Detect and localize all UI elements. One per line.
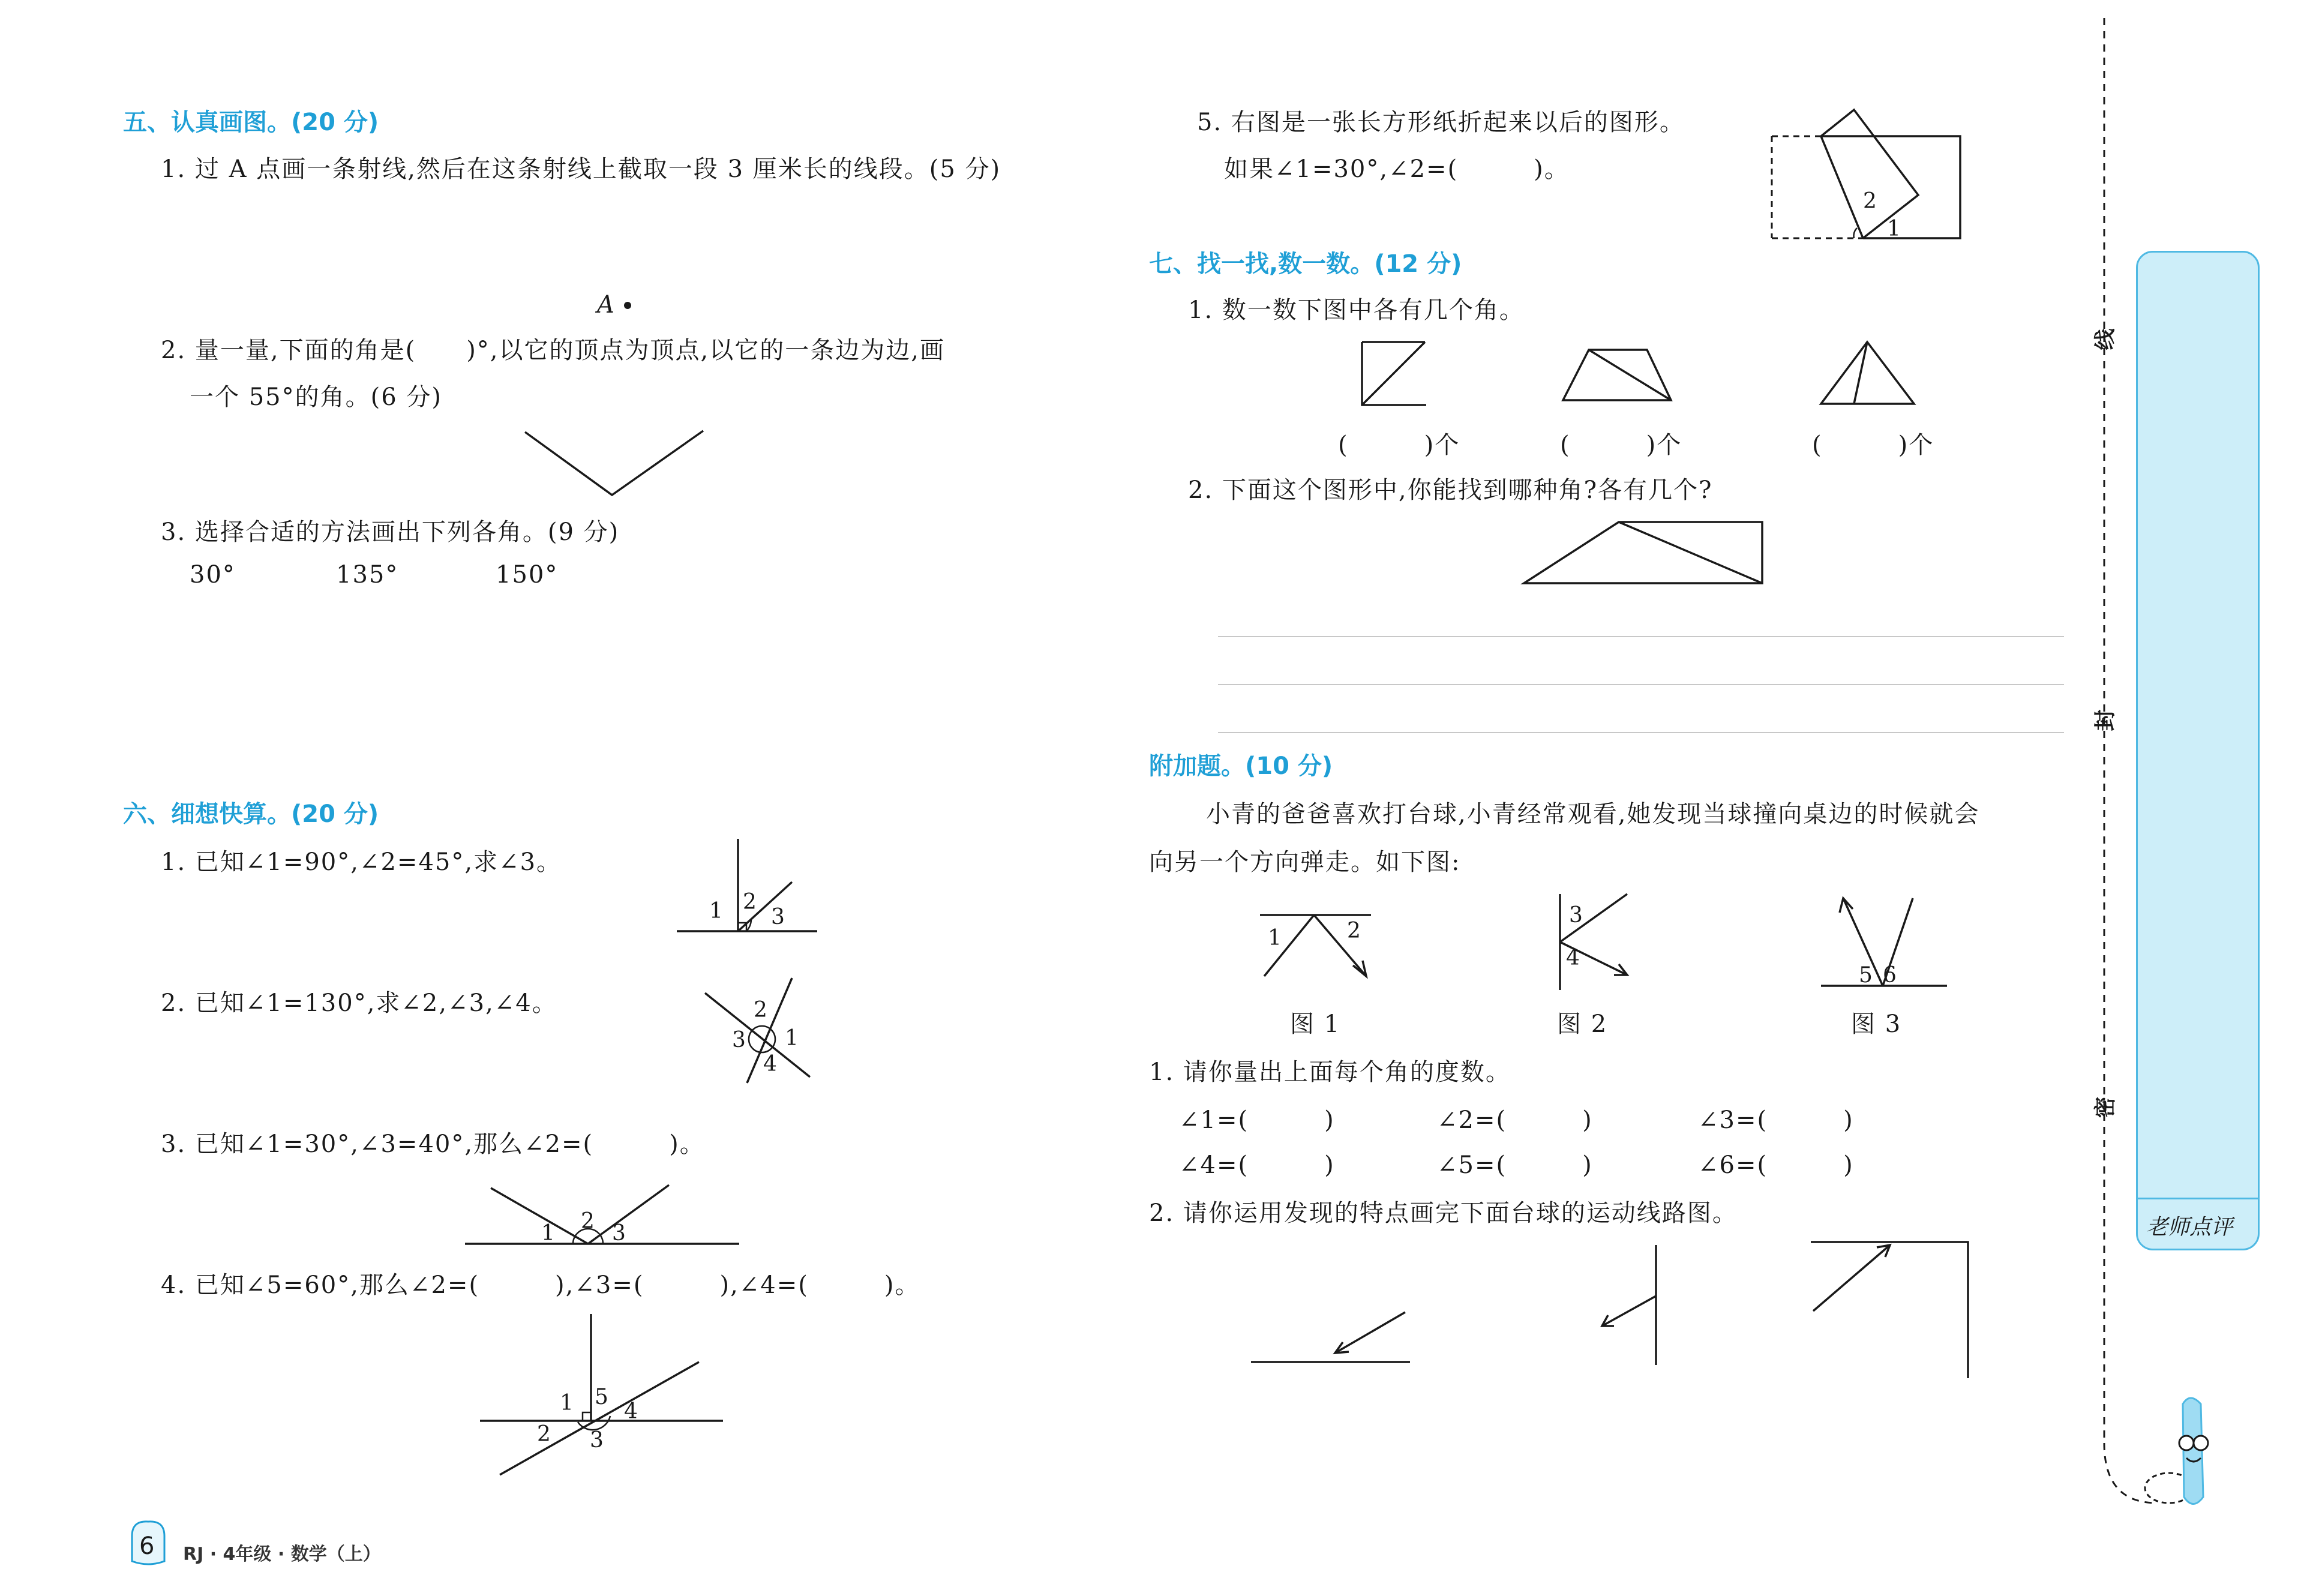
angle-blank-6[interactable]: ∠6=( ) [1698,1151,1854,1179]
measure-angle-figure [516,420,708,504]
answer-line-1[interactable] [1218,636,2064,637]
count-figure-3 [1818,339,1920,408]
svg-text:2: 2 [754,998,767,1022]
trapezoid-figure [1521,519,1767,588]
figure-label-2: 图 2 [1557,1010,1608,1038]
s5-question-5: 5. 右图是一张长方形纸折起来以后的图形。 [1197,109,1685,136]
answer-line-2[interactable] [1218,684,2064,685]
svg-text:2: 2 [581,1209,595,1234]
count-figure-2 [1560,345,1674,405]
svg-text:1: 1 [541,1221,555,1246]
angle-135: 135° [336,561,399,589]
section6-heading: 六、细想快算。(20 分) [123,800,379,828]
s5-question-2-cont: 一个 55°的角。(6 分) [190,383,442,411]
count-figure-1 [1359,339,1431,411]
billiard-figure-2 [1548,891,1638,993]
count-blank-2[interactable]: ( )个 [1560,431,1682,459]
svg-text:2: 2 [1347,919,1361,943]
svg-text:3: 3 [771,905,785,929]
svg-text:4: 4 [763,1052,777,1076]
svg-text:1: 1 [785,1026,799,1051]
answer-line-3[interactable] [1218,732,2064,733]
s6-figure-2 [696,972,816,1092]
s7-question-1: 1. 数一数下图中各有几个角。 [1188,296,1525,324]
bonus-intro: 小青的爸爸喜欢打台球,小青经常观看,她发现当球撞向桌边的时候就会 [1206,800,1980,828]
s5-question-1: 1. 过 A 点画一条射线,然后在这条射线上截取一段 3 厘米长的线段。(5 分) [161,155,1001,183]
s6-question-1: 1. 已知∠1=90°,∠2=45°,求∠3。 [161,848,562,876]
binding-char-seal: 封 [2093,709,2118,731]
angle-blank-3[interactable]: ∠3=( ) [1698,1106,1854,1134]
s6-figure-4 [477,1308,729,1482]
point-a-label: A [597,291,616,319]
svg-text:2: 2 [1863,189,1877,214]
angle-blank-5[interactable]: ∠5=( ) [1437,1151,1593,1179]
angle-blank-1[interactable]: ∠1=( ) [1179,1106,1335,1134]
svg-text:2: 2 [537,1422,551,1447]
teacher-comment-label: 老师点评 [2146,1215,2233,1240]
svg-text:4: 4 [624,1399,638,1424]
page-number: 6 [139,1532,155,1560]
trajectory-drawing-2[interactable] [1596,1242,1680,1368]
angle-30: 30° [190,561,236,589]
s6-question-2: 2. 已知∠1=130°,求∠2,∠3,∠4。 [161,989,557,1017]
bonus-question-2: 2. 请你运用发现的特点画完下面台球的运动线路图。 [1149,1199,1738,1227]
svg-text:1: 1 [1268,926,1282,950]
svg-text:5: 5 [1859,963,1873,988]
svg-text:3: 3 [590,1428,604,1453]
bonus-heading: 附加题。(10 分) [1149,752,1333,780]
s6-figure-3 [462,1179,744,1257]
folded-paper-figure [1767,105,1965,243]
binding-char-line: 线 [2093,328,2118,350]
s6-question-3: 3. 已知∠1=30°,∠3=40°,那么∠2=( )。 [161,1130,705,1158]
s5-question-3: 3. 选择合适的方法画出下列各角。(9 分) [161,518,620,546]
s6-question-4: 4. 已知∠5=60°,那么∠2=( ),∠3=( ),∠4=( )。 [161,1271,920,1299]
svg-text:4: 4 [1566,946,1580,970]
teacher-comment-panel[interactable] [2136,251,2260,1250]
pencil-mascot-icon [2136,1392,2220,1518]
svg-text:5: 5 [595,1385,608,1409]
s5-question-5-cont: 如果∠1=30°,∠2=( )。 [1224,155,1570,183]
bonus-question-1: 1. 请你量出上面每个角的度数。 [1149,1058,1511,1086]
svg-text:6: 6 [1883,963,1897,988]
count-blank-1[interactable]: ( )个 [1338,431,1460,459]
angle-blank-4[interactable]: ∠4=( ) [1179,1151,1335,1179]
page-number-badge [127,1518,168,1566]
svg-text:3: 3 [732,1028,746,1052]
trajectory-drawing-1[interactable] [1248,1305,1416,1368]
trajectory-drawing-3[interactable] [1806,1239,1974,1383]
figure-label-1: 图 1 [1290,1010,1341,1038]
footer-book-label: RJ · 4年级 · 数学（上） [183,1544,381,1565]
svg-text:1: 1 [709,899,723,923]
billiard-figure-3 [1818,891,1950,993]
svg-text:3: 3 [1569,903,1583,928]
s5-question-2: 2. 量一量,下面的角是( )°,以它的顶点为顶点,以它的一条边为边,画 [161,337,945,364]
svg-text:2: 2 [743,890,757,914]
binding-char-secret: 密 [2093,1096,2118,1118]
bonus-intro-cont: 向另一个方向弹走。如下图: [1149,848,1461,876]
svg-text:1: 1 [1887,217,1901,241]
count-blank-3[interactable]: ( )个 [1812,431,1934,459]
svg-text:1: 1 [560,1391,574,1415]
s6-figure-1 [672,834,822,942]
svg-text:3: 3 [612,1221,626,1246]
angle-blank-2[interactable]: ∠2=( ) [1437,1106,1593,1134]
section7-heading: 七、找一找,数一数。(12 分) [1149,250,1462,278]
billiard-figure-1 [1257,903,1377,981]
angle-150: 150° [496,561,559,589]
s7-question-2: 2. 下面这个图形中,你能找到哪种角?各有几个? [1188,476,1713,504]
teacher-comment-divider [2138,1198,2258,1199]
figure-label-3: 图 3 [1851,1010,1902,1038]
point-a-dot [624,302,631,309]
section5-heading: 五、认真画图。(20 分) [123,109,379,136]
